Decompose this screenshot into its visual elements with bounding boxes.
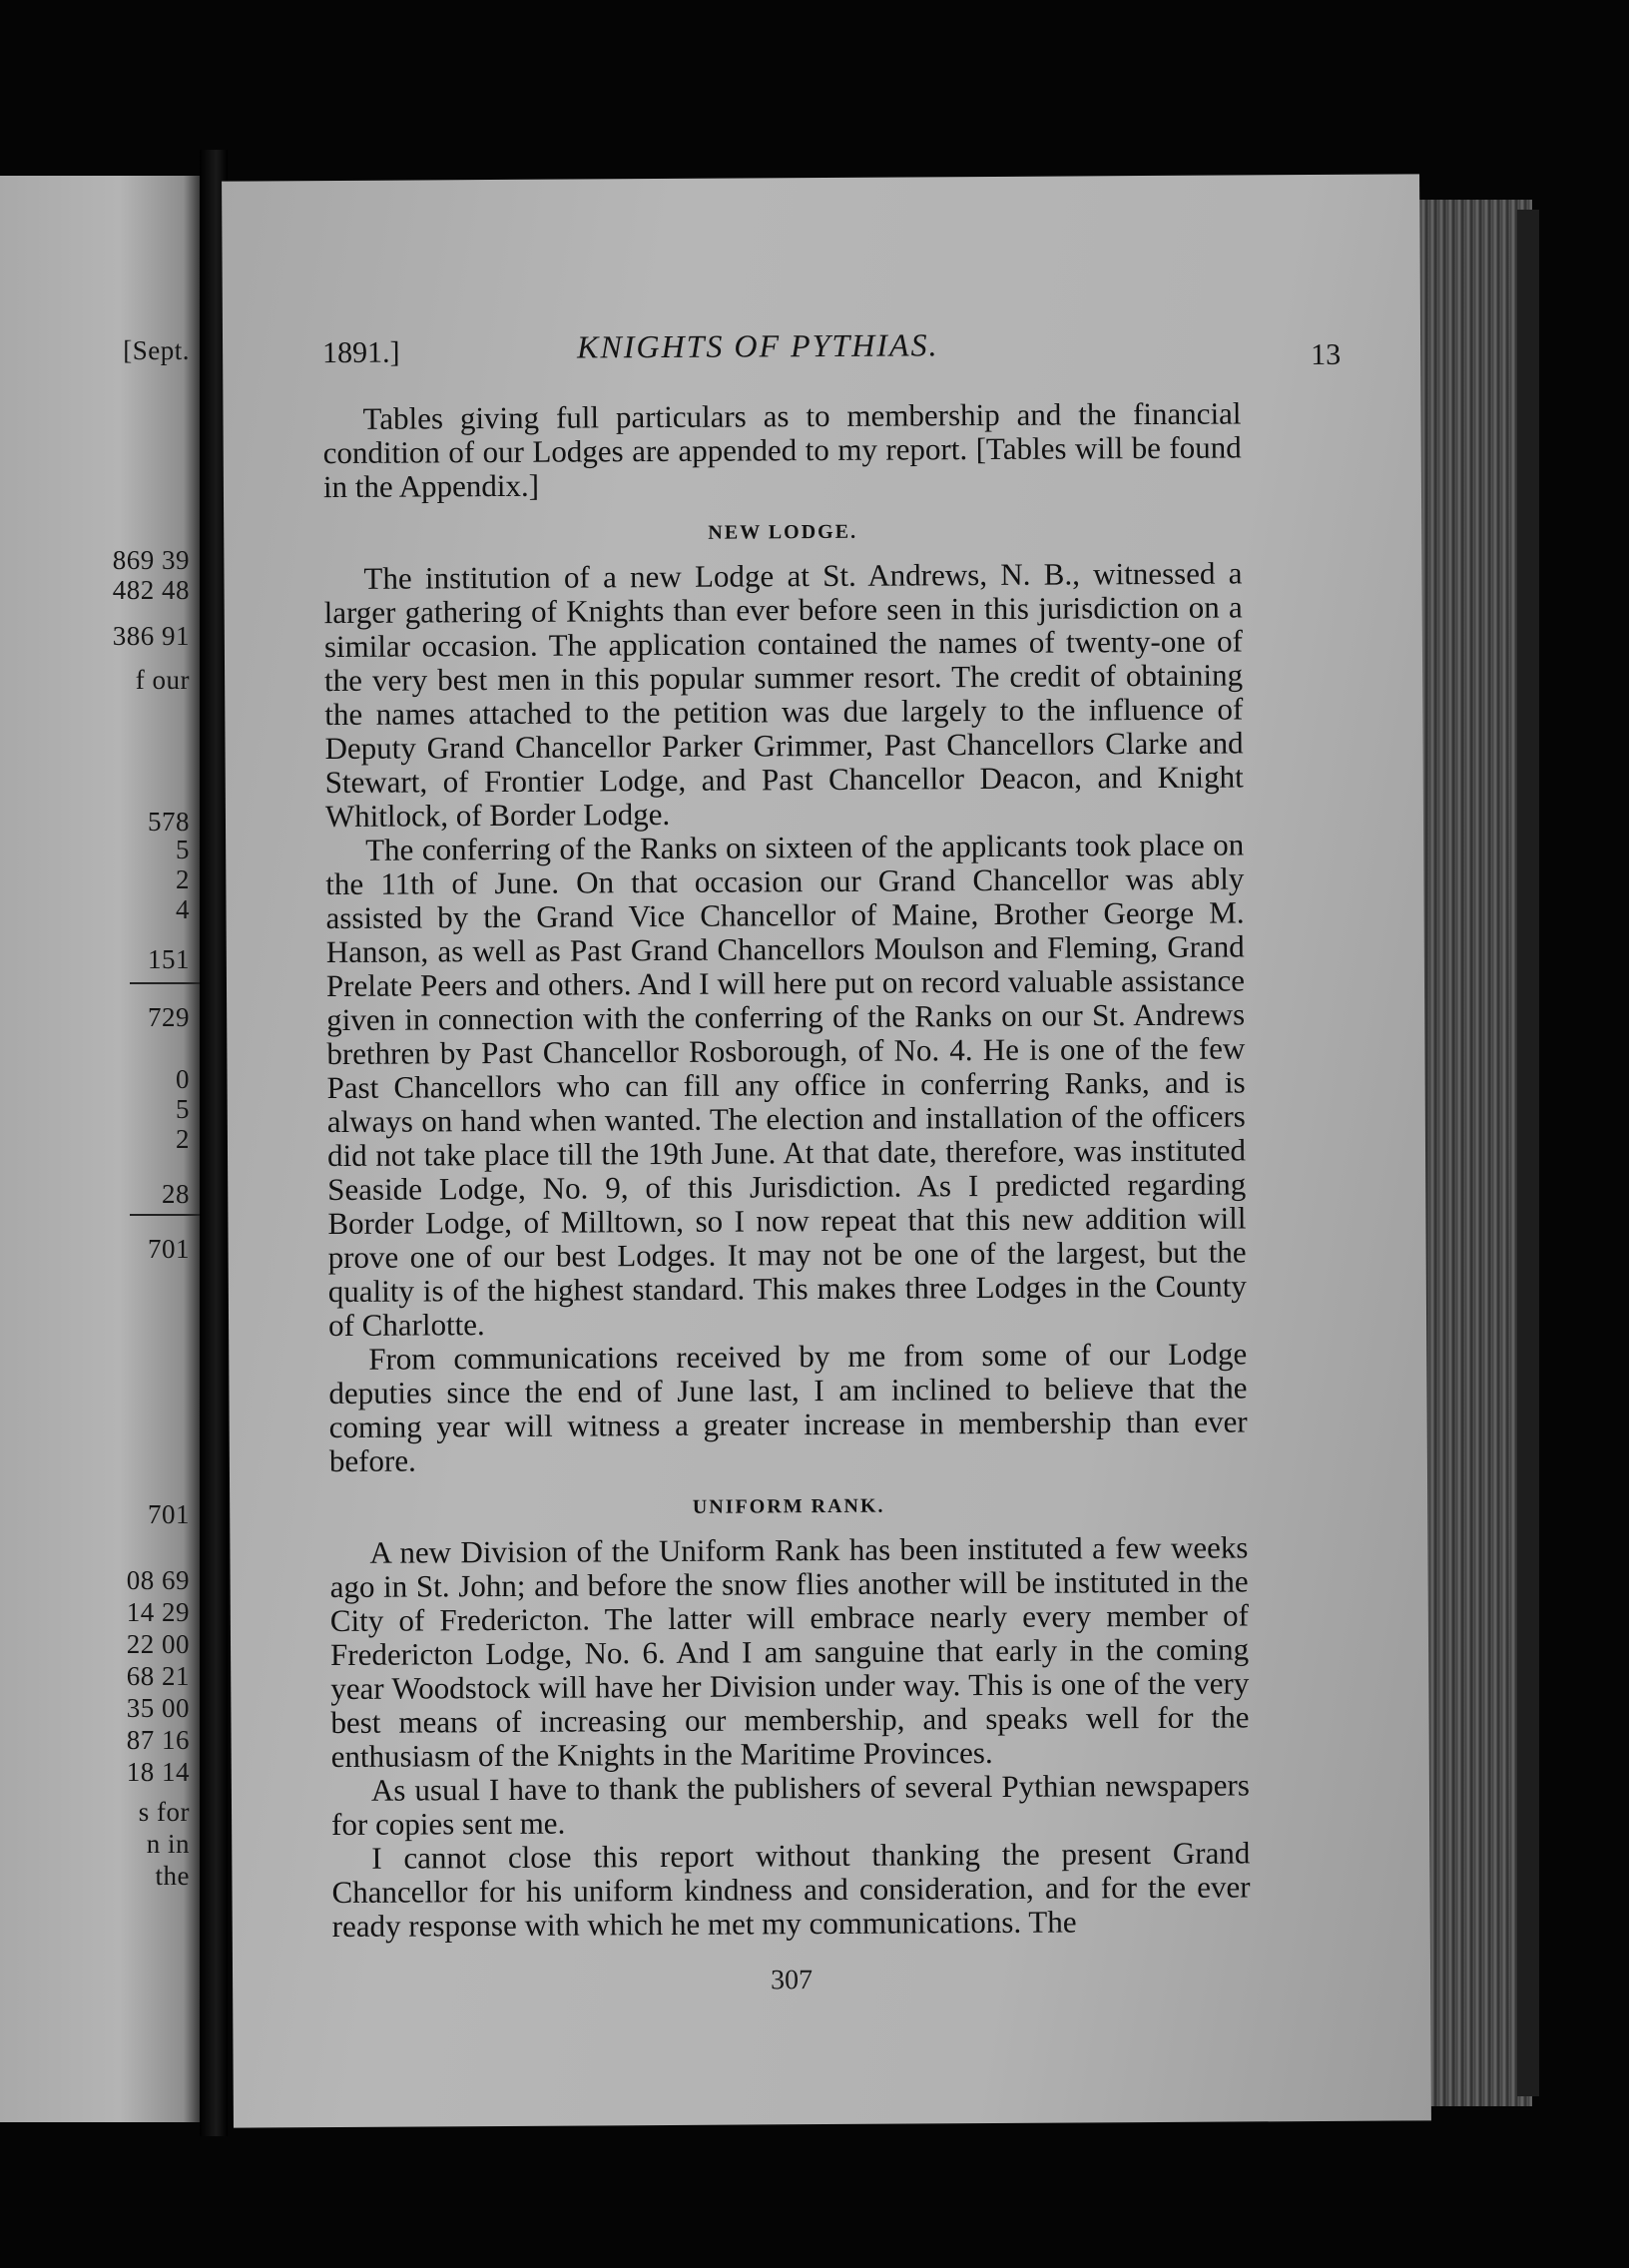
paragraph: I cannot close this report without thanking the present Grand Chancellor for his uniform kindness and consideration, and for the ever ready response with which he met my communications. The bbox=[331, 1835, 1251, 1945]
folio-number: 307 bbox=[770, 1965, 814, 1996]
left-page-line: f our bbox=[135, 665, 190, 695]
body-text bbox=[322, 396, 1250, 1944]
left-page-fragment bbox=[0, 176, 200, 2122]
paragraph: The institution of a new Lodge at St. Andrews, N. B., witnessed a larger gathering of Knights than ever before seen in this jurisdiction on a similar occasion. The application contained the names of twenty-one of the very best men in this popular summer resort. The credit of obtaining the names attached to the petition was due largely to the influence of Deputy Grand Chancellor Parker Grimmer, Past Chancellors Clarke and Stewart, of Frontier Lodge, and Past Chancellor Deacon, and Knight Whitlock, of Border Lodge. bbox=[323, 555, 1244, 835]
left-page-line: 22 00 bbox=[126, 1629, 190, 1659]
left-page-rule bbox=[130, 982, 200, 984]
left-page-line: 578 bbox=[148, 807, 190, 837]
left-page-line: n in bbox=[146, 1829, 190, 1859]
left-page-line: 5 bbox=[176, 835, 190, 864]
left-page-line: s for bbox=[138, 1797, 190, 1827]
running-head-title: KNIGHTS OF PYTHIAS. bbox=[576, 326, 939, 365]
left-page-line: 2 bbox=[176, 864, 190, 894]
left-page-line: 35 00 bbox=[126, 1693, 190, 1723]
section-heading-new-lodge: NEW LODGE. bbox=[708, 520, 858, 544]
left-page-line: 28 bbox=[162, 1179, 190, 1209]
paragraph: A new Division of the Uniform Rank has been instituted a few weeks ago in St. John; and before the snow flies another will be instituted in the City of Fredericton. The latter will embrace nearly every member of Fredericton Lodge, No. 6. And I am sanguine that early in the coming year Woodstock will have her Division under way. This is one of the very best means of increasing our membership, and speaks well for the enthusiasm of the Knights in the Maritime Provinces. bbox=[329, 1529, 1250, 1775]
left-page-line: 18 14 bbox=[126, 1757, 190, 1787]
left-page-line: 701 bbox=[148, 1499, 190, 1529]
left-page-line: 2 bbox=[176, 1124, 190, 1154]
left-page-line: 386 91 bbox=[112, 621, 190, 651]
running-head bbox=[322, 324, 1341, 380]
left-page-line: 701 bbox=[148, 1234, 190, 1264]
left-page-line: 0 bbox=[176, 1064, 190, 1094]
left-page-line: 87 16 bbox=[126, 1725, 190, 1755]
left-page-date: [Sept. bbox=[123, 335, 190, 365]
left-page-rule bbox=[130, 1214, 200, 1216]
left-page-line: the bbox=[155, 1861, 190, 1891]
left-page-line: 151 bbox=[148, 944, 190, 974]
main-page bbox=[222, 174, 1431, 2127]
left-page-line: 869 39 bbox=[112, 545, 190, 575]
paragraph: The conferring of the Ranks on sixteen of the applicants took place on the 11th of June. On that occasion our Grand Chancellor was ably assisted by the Grand Vice Chancellor of Maine, Brother George M. Hanson, as well as Past Grand Chancellors Moulson and Fleming, Grand Prelate Peers and others. And I will here put on record valuable assistance given in connection with the conferring of the Ranks on our St. Andrews brethren by Past Chancellor Rosborough, of No. 4. He is one of the few Past Chancellors who can fill any office in conferring Ranks, and is always on hand when wanted. The election and installation of the officers did not take place till the 19th June. At that date, therefore, was instituted Seaside Lodge, No. 9, of this Jurisdiction. As I predicted regarding Border Lodge, of Milltown, so I now repeat that this new addition will prove one of our best Lodges. It may not be one of the largest, but the quality is of the highest standard. This makes three Lodges in the County of Charlotte. bbox=[325, 827, 1247, 1344]
left-page-line: 729 bbox=[148, 1002, 190, 1032]
section-heading-uniform-rank: UNIFORM RANK. bbox=[692, 1494, 885, 1518]
page-number: 13 bbox=[1311, 337, 1342, 372]
running-head-year: 1891.] bbox=[322, 335, 400, 370]
paragraph: From communications received by me from some of our Lodge deputies since the end of June last, I am inclined to believe that the coming year will witness a greater increase in membership than ever before. bbox=[328, 1336, 1248, 1479]
paragraph: Tables giving full particulars as to membership and the financial condition of our Lodges are appended to my report. [Tables will be found in the Appendix.] bbox=[322, 395, 1242, 505]
page-edges-shadow bbox=[1517, 210, 1539, 2096]
paragraph: As usual I have to thank the publishers of several Pythian newspapers for copies sent me. bbox=[331, 1767, 1250, 1843]
left-page-line: 4 bbox=[176, 894, 190, 924]
left-page-line: 5 bbox=[176, 1094, 190, 1124]
left-page-line: 482 48 bbox=[112, 575, 190, 605]
left-page-line: 68 21 bbox=[126, 1661, 190, 1691]
left-page-line: 14 29 bbox=[126, 1597, 190, 1627]
left-page-line: 08 69 bbox=[126, 1565, 190, 1595]
